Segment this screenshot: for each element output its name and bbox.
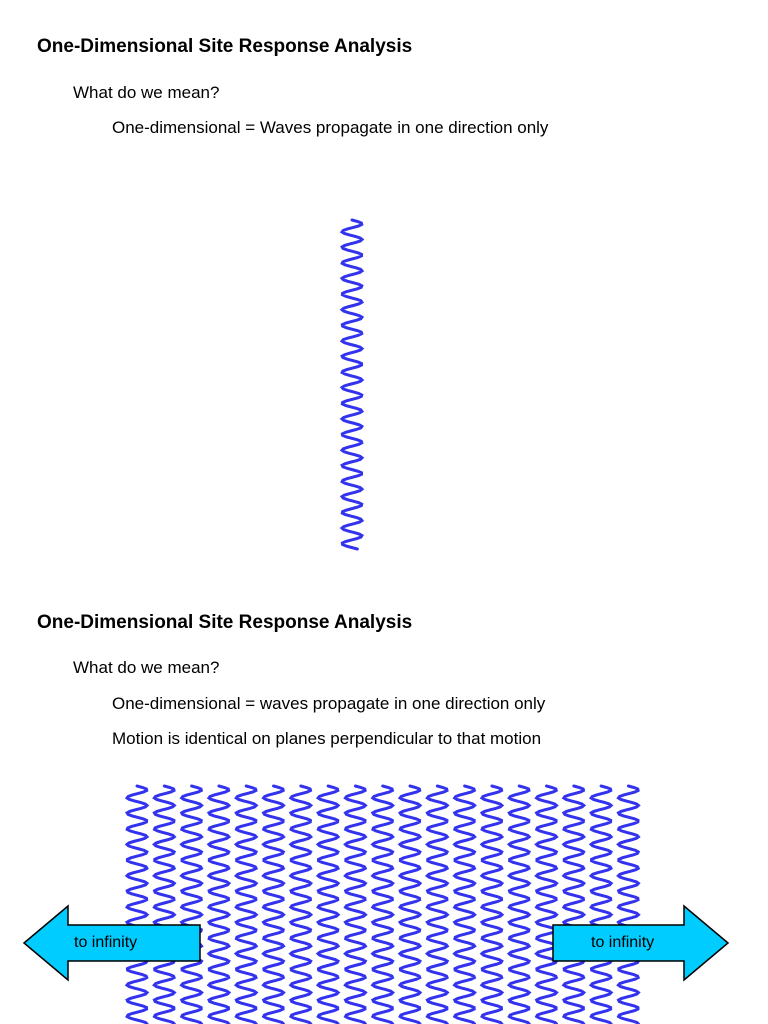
wave-line — [182, 786, 202, 1024]
wave-line — [427, 786, 447, 1024]
left-arrow-label: to infinity — [74, 934, 138, 951]
slide-2-definition: One-dimensional = waves propagate in one direction only — [112, 694, 546, 713]
slide-1-question: What do we mean? — [73, 83, 220, 102]
wave-line — [209, 786, 229, 1024]
slide-1-definition: One-dimensional = Waves propagate in one direction only — [112, 118, 549, 137]
right-arrow-label: to infinity — [591, 934, 655, 951]
slide-1-title: One-Dimensional Site Response Analysis — [37, 36, 413, 57]
wave-line — [591, 786, 611, 1024]
wave-line — [373, 786, 393, 1024]
wave-line — [400, 786, 420, 1024]
wave-line — [154, 786, 174, 1024]
wave-line — [455, 786, 475, 1024]
wave-line — [342, 220, 362, 549]
slide-2-perpendicular-note: Motion is identical on planes perpendicular to that motion — [112, 729, 542, 748]
wave-line — [291, 786, 311, 1024]
parallel-vertical-waves — [127, 786, 638, 1024]
wave-line — [564, 786, 584, 1024]
slide-2-question: What do we mean? — [73, 658, 220, 677]
single-vertical-wave — [342, 220, 362, 549]
wave-line — [127, 786, 147, 1024]
wave-line — [537, 786, 557, 1024]
wave-line — [318, 786, 338, 1024]
wave-line — [345, 786, 365, 1024]
wave-line — [482, 786, 502, 1024]
wave-line — [264, 786, 284, 1024]
wave-line — [236, 786, 256, 1024]
wave-line — [618, 786, 638, 1024]
slide-2-title: One-Dimensional Site Response Analysis — [37, 612, 413, 633]
wave-line — [509, 786, 529, 1024]
